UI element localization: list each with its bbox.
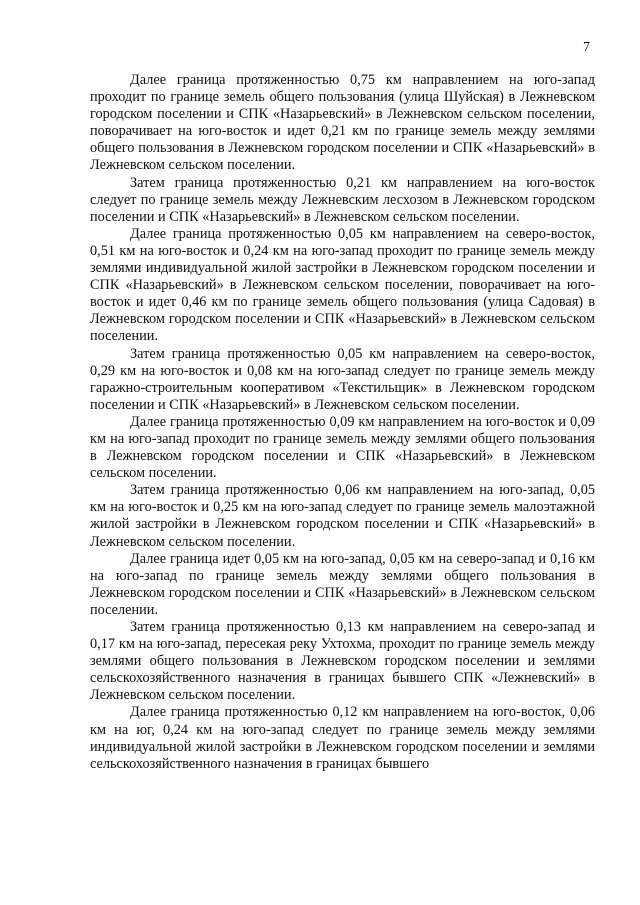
paragraph-2: Затем граница протяженностью 0,21 км направлением на юго-восток следует по границе земель между Лежневским лесхозом в Лежневском городском поселении и СПК «Назарьевский» в Лежневском сельском поселении. (90, 174, 595, 225)
paragraph-8: Затем граница протяженностью 0,13 км направлением на северо-запад и 0,17 км на юго-запад, пересекая реку Ухтохма, проходит по границе земель между землями общего пользования в Лежневском городском поселении и землями сельскохозяйственного назначения в границах бывшего СПК «Лежневский» в Лежневском сельском поселении. (90, 619, 595, 704)
paragraph-3: Далее граница протяженностью 0,05 км направлением на северо-восток, 0,51 км на юго-восток и 0,24 км на юго-запад проходит по границе земель между землями индивидуальной жилой застройки в Лежневском городском поселении и СПК «Назарьевский» в Лежневском сельском поселении, поворачивает на юго-восток и идет 0,46 км по границе земель общего пользования (улица Садовая) в Лежневском городском поселении и СПК «Назарьевский» в Лежневском сельском поселении. (90, 225, 595, 345)
paragraph-6: Затем граница протяженностью 0,06 км направлением на юго-запад, 0,05 км на юго-восток и 0,25 км на юго-запад следует по границе земель малоэтажной жилой застройки в Лежневском городском поселении и СПК «Назарьевский» в Лежневском сельском поселении. (90, 482, 595, 550)
document-body (90, 72, 595, 773)
page-number: 7 (583, 40, 590, 55)
paragraph-5: Далее граница протяженностью 0,09 км направлением на юго-восток и 0,09 км на юго-запад проходит по границе земель между землями общего пользования в Лежневском городском поселении и СПК «Назарьевский» в Лежневском сельском поселении. (90, 413, 595, 482)
paragraph-1: Далее граница протяженностью 0,75 км направлением на юго-запад проходит по границе земель общего пользования (улица Шуйская) в Лежневском городском поселении и СПК «Назарьевский» в Лежневском сельском поселении, поворачивает на юго-восток и идет 0,21 км по границе земель между землями общего пользования в Лежневском городском поселении и СПК «Назарьевский» в Лежневском сельском поселении. (90, 72, 595, 174)
paragraph-9: Далее граница протяженностью 0,12 км направлением на юго-восток, 0,06 км на юг, 0,24 км на юго-запад следует по границе земель между землями индивидуальной жилой застройки в Лежневском городском поселении и землями сельскохозяйственного назначения в границах бывшего (90, 704, 595, 772)
paragraph-7: Далее граница идет 0,05 км на юго-запад, 0,05 км на северо-запад и 0,16 км на юго-запад по границе земель между землями общего пользования в Лежневском городском поселении и СПК «Назарьевский» в Лежневском сельском поселении. (90, 550, 595, 618)
paragraph-4: Затем граница протяженностью 0,05 км направлением на северо-восток, 0,29 км на юго-восток и 0,08 км на юго-запад следует по границе земель между гаражно-строительным кооперативом «Текстильщик» в Лежневском городском поселении и СПК «Назарьевский» в Лежневском сельском поселении. (90, 345, 595, 413)
